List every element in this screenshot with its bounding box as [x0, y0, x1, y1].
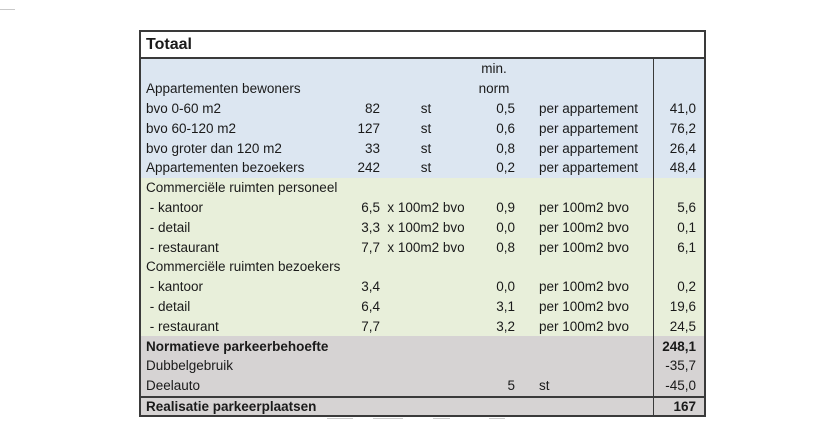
cell-label: Realisatie parkeerplaatsen — [146, 398, 317, 414]
cell-per-unit — [518, 336, 653, 356]
cell-result: 0,1 — [653, 217, 704, 237]
cell-norm: 3,2 — [496, 318, 515, 334]
cell-result — [653, 79, 704, 99]
cell-label: Deelauto — [146, 378, 201, 394]
cell-per-unit: per 100m2 bvo — [539, 298, 630, 314]
cell-norm: min. — [481, 61, 507, 77]
cell-quantity: 7,7 — [361, 239, 380, 255]
cell-norm: 0,5 — [496, 100, 515, 116]
cell-unit: st — [420, 140, 432, 156]
cell-norm — [470, 336, 518, 356]
cell-unit — [382, 356, 470, 376]
cell-result: 41,0 — [653, 99, 704, 119]
cell-norm — [470, 178, 518, 198]
cell-norm: 3,1 — [496, 298, 515, 314]
cell-unit — [382, 79, 470, 99]
cell-quantity: 242 — [357, 160, 380, 176]
cell-label: - detail — [146, 298, 191, 314]
cell-quantity — [352, 336, 382, 356]
cell-per-unit — [518, 398, 653, 416]
cell-quantity — [352, 79, 382, 99]
cell-quantity: 6,4 — [361, 298, 380, 314]
cell-label: Dubbelgebruik — [146, 358, 234, 374]
cell-quantity: 33 — [364, 140, 380, 156]
cell-unit — [382, 178, 470, 198]
cell-norm: norm — [478, 81, 510, 97]
parking-calculation-table — [139, 30, 706, 417]
cell-result: 48,4 — [653, 158, 704, 178]
gridline-stub — [489, 418, 505, 419]
cell-per-unit — [518, 79, 653, 99]
cell-label: - restaurant — [146, 239, 219, 255]
cell-unit: st — [420, 160, 432, 176]
table-row — [141, 336, 704, 356]
cell-unit — [382, 398, 470, 416]
table-row — [141, 376, 704, 396]
cell-result: 5,6 — [653, 198, 704, 218]
table-row — [141, 158, 704, 178]
cell-result: 19,6 — [653, 297, 704, 317]
cell-unit: st — [420, 120, 432, 136]
cell-per-unit: per appartement — [539, 120, 639, 136]
cell-unit: x 100m2 bvo — [387, 219, 465, 235]
cell-unit: x 100m2 bvo — [387, 239, 465, 255]
cell-quantity: 127 — [357, 120, 380, 136]
cell-label — [141, 59, 352, 79]
cell-quantity — [352, 59, 382, 79]
cell-norm: 0,8 — [496, 239, 515, 255]
cell-quantity: 82 — [364, 100, 380, 116]
cell-quantity — [352, 257, 382, 277]
table-row — [141, 277, 704, 297]
cell-per-unit: per 100m2 bvo — [539, 199, 630, 215]
cell-result: -45,0 — [653, 376, 704, 396]
table-row — [141, 198, 704, 218]
cell-result: 24,5 — [653, 316, 704, 336]
cell-label: Normatieve parkeerbehoefte — [146, 338, 329, 354]
cell-per-unit — [518, 59, 653, 79]
table-row — [141, 396, 704, 416]
cell-unit — [382, 336, 470, 356]
cell-label: bvo groter dan 120 m2 — [146, 140, 282, 156]
cell-per-unit: per 100m2 bvo — [539, 318, 630, 334]
cell-quantity — [352, 356, 382, 376]
table-row — [141, 79, 704, 99]
cell-per-unit: per appartement — [539, 140, 639, 156]
cell-quantity: 7,7 — [361, 318, 380, 334]
cell-norm: 0,2 — [496, 160, 515, 176]
gridline-stub — [0, 9, 15, 10]
gridline-stub — [327, 418, 353, 419]
cell-per-unit: per 100m2 bvo — [539, 279, 630, 295]
cell-label: bvo 60-120 m2 — [146, 120, 237, 136]
cell-label: - kantoor — [146, 199, 204, 215]
cell-unit — [382, 59, 470, 79]
cell-quantity: 6,5 — [361, 199, 380, 215]
gridline-stub — [433, 418, 450, 419]
cell-label: - kantoor — [146, 279, 204, 295]
cell-per-unit: per 100m2 bvo — [539, 219, 630, 235]
cell-per-unit — [518, 356, 653, 376]
table-title: Totaal — [146, 35, 192, 53]
table-row — [141, 297, 704, 317]
table-row — [141, 257, 704, 277]
cell-result: 248,1 — [653, 336, 704, 356]
cell-norm: 0,8 — [496, 140, 515, 156]
cell-unit — [382, 277, 470, 297]
cell-quantity: 3,3 — [361, 219, 380, 235]
cell-label: - detail — [146, 219, 191, 235]
cell-result — [653, 257, 704, 277]
cell-unit — [382, 297, 470, 317]
cell-norm — [470, 356, 518, 376]
cell-norm: 5 — [507, 378, 515, 394]
cell-unit — [382, 376, 470, 396]
cell-quantity — [352, 398, 382, 416]
cell-per-unit: per appartement — [539, 160, 639, 176]
cell-unit — [382, 257, 470, 277]
cell-norm — [470, 257, 518, 277]
cell-norm: 0,0 — [496, 279, 515, 295]
gridline-stub — [373, 418, 403, 419]
cell-label: Appartementen bezoekers — [146, 160, 305, 176]
table-row — [141, 138, 704, 158]
table-row — [141, 237, 704, 257]
table-row — [141, 316, 704, 336]
table-rows — [141, 59, 704, 415]
cell-result: -35,7 — [653, 356, 704, 376]
table-title-row — [141, 32, 704, 59]
cell-label: bvo 0-60 m2 — [146, 100, 222, 116]
cell-norm — [470, 398, 518, 416]
table-row — [141, 178, 704, 198]
cell-per-unit — [518, 257, 653, 277]
cell-result: 167 — [653, 398, 704, 416]
cell-result: 6,1 — [653, 237, 704, 257]
cell-norm: 0,6 — [496, 120, 515, 136]
cell-norm: 0,9 — [496, 199, 515, 215]
cell-quantity — [352, 376, 382, 396]
cell-label: - restaurant — [146, 318, 219, 334]
table-row — [141, 118, 704, 138]
cell-quantity: 3,4 — [361, 279, 380, 295]
cell-result — [653, 178, 704, 198]
table-row — [141, 217, 704, 237]
cell-unit — [382, 316, 470, 336]
cell-label: Commerciële ruimten bezoekers — [146, 259, 341, 275]
table-row — [141, 59, 704, 79]
cell-per-unit: per appartement — [539, 100, 639, 116]
cell-label: Commerciële ruimten personeel — [146, 180, 338, 196]
cell-result: 0,2 — [653, 277, 704, 297]
cell-per-unit — [518, 178, 653, 198]
cell-label: Appartementen bewoners — [146, 81, 301, 97]
cell-quantity — [352, 178, 382, 198]
cell-result — [653, 59, 704, 79]
cell-unit: st — [420, 100, 432, 116]
cell-per-unit: st — [539, 378, 550, 394]
table-row — [141, 99, 704, 119]
cell-result: 26,4 — [653, 138, 704, 158]
table-row — [141, 356, 704, 376]
cell-norm: 0,0 — [496, 219, 515, 235]
cell-per-unit: per 100m2 bvo — [539, 239, 630, 255]
cell-result: 76,2 — [653, 118, 704, 138]
cell-unit: x 100m2 bvo — [387, 199, 465, 215]
